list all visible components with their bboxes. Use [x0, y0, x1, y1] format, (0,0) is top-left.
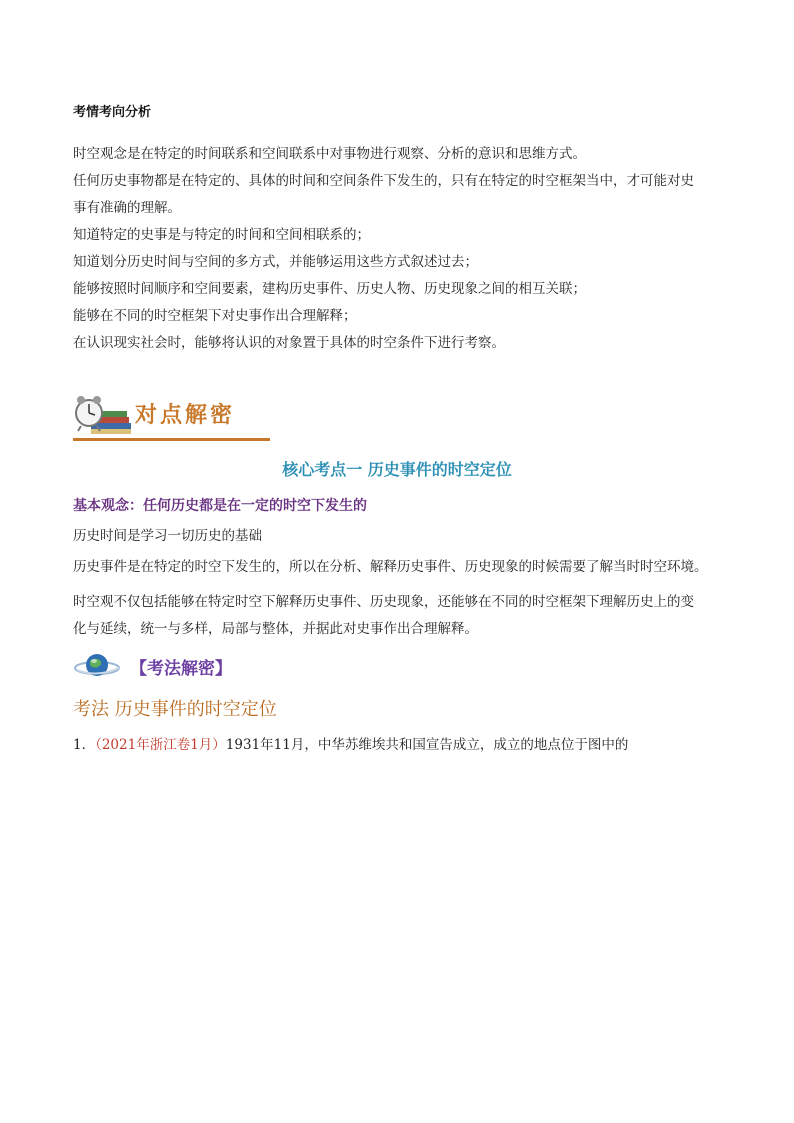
intro-paragraph: 能够按照时间顺序和空间要素，建构历史事件、历史人物、历史现象之间的相互关联； [73, 281, 586, 297]
kaofa-header [73, 651, 273, 683]
intro-paragraph: 知道划分历史时间与空间的多方式，并能够运用这些方式叙述过去； [73, 254, 478, 270]
question-source: （2021年浙江卷1月） [95, 737, 226, 753]
alarm-clock-books-icon [73, 393, 133, 439]
core-paragraph: 历史事件是在特定的时空下发生的，所以在分析、解释历史事件、历史现象的时候需要了解当时时空环境。 [73, 559, 708, 575]
method-title: 考法 历史事件的时空定位 [73, 699, 277, 720]
intro-paragraph: 事有准确的理解。 [73, 200, 181, 216]
intro-paragraph: 时空观念是在特定的时间联系和空间联系中对事物进行观察、分析的意识和思维方式。 [73, 146, 586, 162]
banner-underline [73, 438, 270, 441]
question-text: 1931年11月，中华苏维埃共和国宣告成立，成立的地点位于图中的 [225, 737, 629, 753]
banner-title: 对点解密 [135, 403, 236, 428]
section-banner [73, 393, 270, 443]
core-topic-title: 核心考点一 历史事件的时空定位 [282, 460, 512, 479]
intro-paragraph: 能够在不同的时空框架下对史事作出合理解释； [73, 308, 357, 324]
core-paragraph: 化与延续，统一与多样，局部与整体，并据此对史事作出合理解释。 [73, 621, 478, 637]
kaofa-title: 【考法解密】 [130, 659, 232, 679]
section-label: 考情考向分析 [73, 105, 152, 120]
basic-concept-heading: 基本观念：任何历史都是在一定的时空下发生的 [73, 498, 367, 514]
core-paragraph: 时空观不仅包括能够在特定时空下解释历史事件、历史现象，还能够在不同的时空框架下理解历史上的变 [73, 594, 694, 610]
core-paragraph: 历史时间是学习一切历史的基础 [73, 528, 262, 544]
intro-paragraph: 在认识现实社会时，能够将认识的对象置于具体的时空条件下进行考察。 [73, 335, 505, 351]
question-item [73, 733, 628, 753]
globe-icon [73, 651, 131, 683]
question-number: 1． [73, 737, 96, 753]
intro-paragraph: 知道特定的史事是与特定的时间和空间相联系的； [73, 227, 370, 243]
intro-paragraph: 任何历史事物都是在特定的、具体的时间和空间条件下发生的，只有在特定的时空框架当中，才可能对史 [73, 173, 694, 189]
